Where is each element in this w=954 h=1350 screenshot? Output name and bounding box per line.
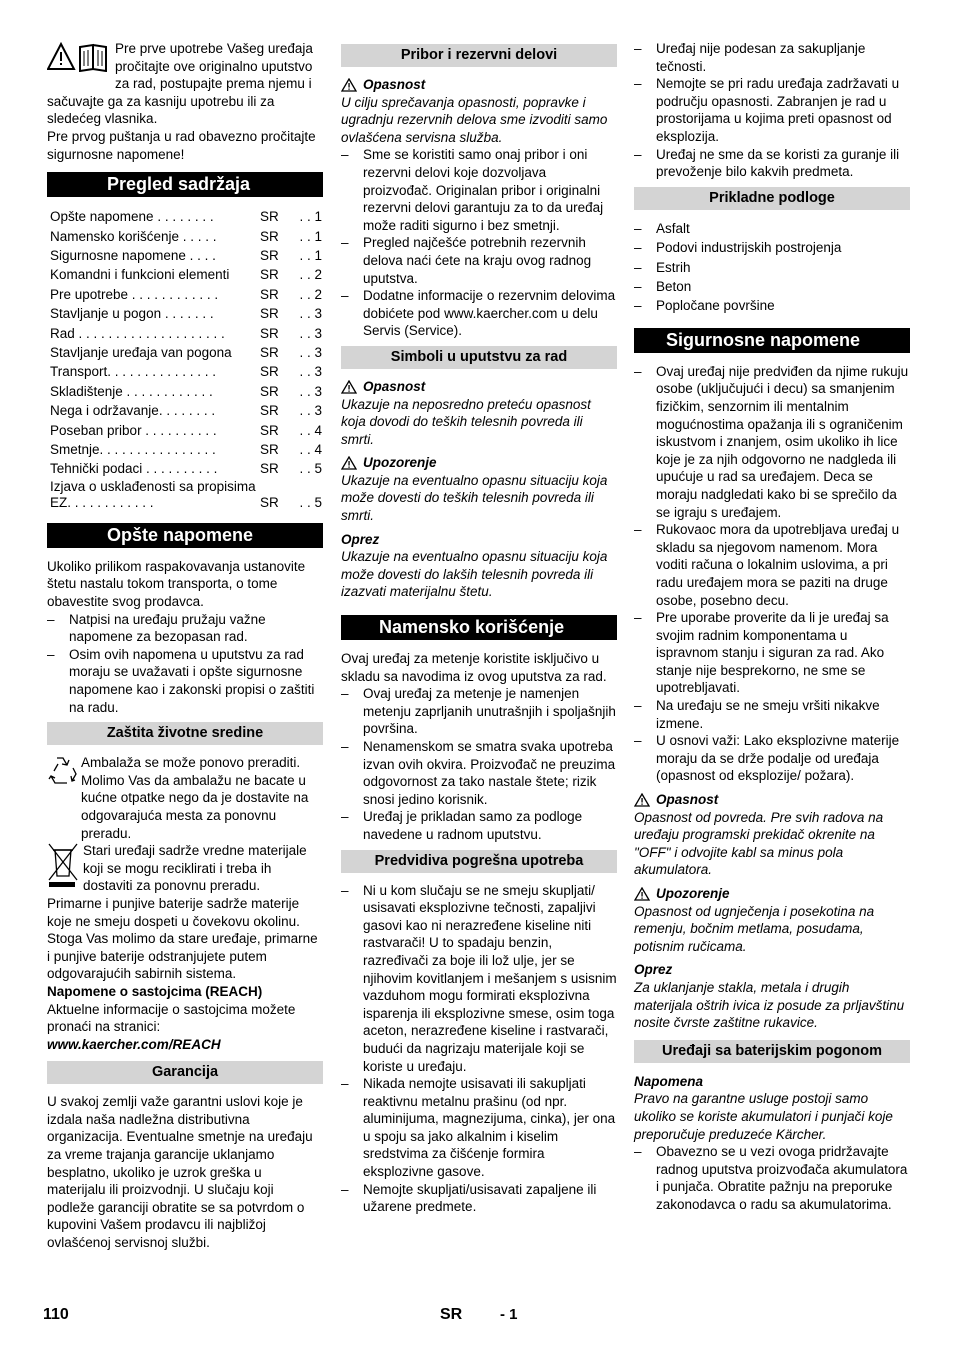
list-item: – Nemojte skupljati/usisavati zapaljene ili užarene predmete. [341, 1181, 617, 1216]
toc-page: . . 1 [299, 247, 322, 263]
toc-title: Opšte napomene . . . . . . . . [50, 209, 214, 225]
toc-title: Komandni i funkcioni elementi [50, 267, 230, 283]
danger-label-text: Opasnost [363, 77, 426, 92]
toc-title: Transport. . . . . . . . . . . . . . . [50, 364, 217, 380]
toc-title: Rad . . . . . . . . . . . . . . . . . . . . [50, 325, 225, 341]
toc-page: . . 2 [299, 286, 322, 302]
intended-use-heading: Namensko korišćenje [341, 615, 617, 640]
warning-label-text: Upozorenje [656, 886, 730, 901]
toc-language: SR [260, 306, 279, 322]
footer-section-number: - 1 [500, 1306, 518, 1323]
battery-devices-heading: Uređaji sa baterijskim pogonom [634, 1040, 910, 1063]
list-item: – Uređaj nije podesan za sakupljanje tečnosti. [634, 40, 910, 75]
toc-row[interactable] [50, 207, 323, 226]
warning-manual-icon [47, 42, 111, 76]
toc-row[interactable] [50, 459, 323, 478]
toc-language: SR [260, 267, 279, 283]
toc-row[interactable] [50, 401, 323, 420]
toc-language: SR [260, 345, 279, 360]
toc-row[interactable] [50, 382, 323, 401]
reach-link[interactable]: www.kaercher.com/REACH [47, 1036, 221, 1052]
toc-row[interactable] [50, 421, 323, 440]
intro-block [47, 40, 323, 163]
toc-row[interactable] [50, 324, 323, 343]
list-item: – Nenamenskom se smatra svaka upotreba izvan ovih okvira. Proizvođač ne preuzima odgovornost za tako nastale štete; rizik snosi jedino korisnik. [341, 738, 617, 808]
toc-language: SR [260, 383, 279, 399]
warning-label [341, 454, 617, 472]
toc-page: . . 3 [299, 403, 322, 419]
list-item: – Obavezno se u vezi ovoga pridržavajte radnog uputstva proizvođača akumulatora i punjača. Obratite pažnju na preporuke zakonodavca o radu sa akumulatorima. [634, 1143, 910, 1213]
page-number: 110 [43, 1306, 69, 1323]
column-2 [341, 44, 617, 1216]
intended-use-text: Ovaj uređaj za metenje koristite isključivo u skladu sa navodima iz ovog uputstva za rad. [341, 651, 607, 684]
surfaces-heading: Prikladne podloge [634, 187, 910, 210]
toc-language: SR [260, 325, 279, 341]
danger-description: Ukazuje na neposredno preteću opasnost koja dovodi do teških telesnih povreda ili smrti. [341, 396, 591, 447]
toc-row[interactable] [50, 479, 323, 511]
list-item: – Uređaj ne sme da se koristi za guranje ili prevoženje bilo kakvih predmeta. [634, 146, 910, 181]
toc-title: Pre upotrebe . . . . . . . . . . . . [50, 286, 219, 302]
caution-label: Oprez [341, 531, 380, 547]
crossed-bin-icon [47, 842, 83, 895]
general-heading: Opšte napomene [47, 523, 323, 548]
toc-title: Namensko korišćenje . . . . . [50, 228, 217, 244]
list-item: – Na uređaju se ne smeju vršiti nikakve izmene. [634, 697, 910, 732]
warning-triangle-icon [341, 380, 357, 394]
toc-page: . . 5 [299, 461, 322, 477]
reach-text: Aktuelne informacije o sastojcima možete pronaći na stranici: [47, 1001, 296, 1035]
packaging-text: Ambalaža se može ponovo preraditi. Molimo Vas da ambalažu ne bacate u kućne otpatke nego da je dostavite na odgovarajuća mesta za ponovnu preradu. [81, 755, 309, 841]
footer-language: SR [440, 1306, 463, 1323]
toc-page: . . 4 [299, 442, 322, 458]
toc-language: SR [260, 461, 279, 477]
reach-heading: Napomene o sastojcima (REACH) [47, 983, 263, 999]
accessories-heading: Pribor i rezervni delovi [341, 44, 617, 67]
list-item: – Popločane površine [634, 296, 910, 315]
toc-title: Sigurnosne napomene . . . . [50, 247, 216, 263]
list-item: – Nemojte se pri radu uređaja zadržavati u području opasnosti. Zabranjen je rad u prostorijama u kojima preti opasnost od eksplozija. [634, 75, 910, 145]
danger-text: Opasnost od povreda. Pre svih radova na uređaju programski prekidač okrenite na "OFF" i odvojite kabl sa minus pola akumulatora. [634, 809, 884, 878]
toc-language: SR [260, 286, 279, 302]
toc-language: SR [260, 247, 279, 263]
old-devices-block [47, 842, 323, 895]
toc-page: . . 2 [299, 267, 322, 283]
table-of-contents [50, 207, 323, 511]
toc-page: . . 3 [299, 345, 322, 360]
list-item: – Nikada nemojte usisavati ili sakupljati reaktivnu metalnu prašinu (od npr. aluminijuma, magnezijuma, cinka), jer ona u spoju sa jako alkalnim i kiselim sredstvima za čišćenje formira eksplozivne gasove. [341, 1075, 617, 1181]
toc-language: SR [260, 422, 279, 438]
toc-page: . . 3 [299, 383, 322, 399]
toc-page: . . 3 [299, 306, 322, 322]
toc-title: Nega i održavanje. . . . . . . . [50, 403, 216, 419]
toc-row[interactable] [50, 246, 323, 265]
warning-description: Ukazuje na eventualno opasnu situaciju koja može dovesti do teških telesnih povreda ili smrti. [341, 472, 608, 524]
toc-row[interactable] [50, 343, 323, 362]
warning-triangle-icon [634, 793, 650, 807]
warning-label [634, 885, 910, 903]
toc-title: Tehnički podaci . . . . . . . . . . [50, 461, 218, 477]
list-item: – Pre uporabe proverite da li je uređaj sa svojim radnim komponentama u ispravnom stanju i siguran za rad. Ako stanje nije besprekorno, ne sme se upotrebljavati. [634, 609, 910, 697]
toc-language: SR [260, 209, 279, 225]
recycle-icon [47, 754, 83, 842]
warning-triangle-icon [634, 887, 650, 901]
note-label: Napomena [634, 1073, 704, 1089]
danger-text: U cilju sprečavanja opasnosti, popravke i ugradnju rezervnih delova sme izvoditi samo ovlašćena servisna služba. [341, 94, 608, 145]
toc-language: SR [260, 494, 279, 510]
note-text: Pravo na garantne usluge postoji samo ukoliko se koriste akumulatori i punjači koje preporučuje preduzeće Kärcher. [634, 1091, 893, 1142]
packaging-block [47, 754, 323, 842]
toc-row[interactable] [50, 304, 323, 323]
toc-page: . . 1 [299, 209, 322, 225]
list-item: – Estrih [634, 258, 910, 277]
toc-row[interactable] [50, 285, 323, 304]
toc-title: Stavljanje uređaja van pogona [50, 345, 232, 360]
list-item: – Uređaj je prikladan samo za podloge navedene u radnom uputstvu. [341, 808, 617, 843]
list-item: – Sme se koristiti samo onaj pribor i oni rezervni delovi koje dozvoljava proizvođač. Originalan pribor i originalni rezervni delovi garantuju za to da uređaj može raditi sigurno i bez smetnji. [341, 146, 617, 234]
toc-page: . . 5 [299, 494, 322, 510]
toc-title: Smetnje. . . . . . . . . . . . . . . . [50, 442, 216, 458]
intro-text-2: Pre prvog puštanja u rad obavezno pročitajte sigurnosne napomene! [47, 128, 316, 162]
toc-row[interactable] [50, 362, 323, 381]
toc-title: Stavljanje u pogon . . . . . . . [50, 306, 214, 322]
symbols-heading: Simboli u uputstvu za rad [341, 346, 617, 369]
toc-row[interactable] [50, 227, 323, 246]
toc-language: SR [260, 364, 279, 380]
toc-language: SR [260, 442, 279, 458]
toc-page: . . 3 [299, 364, 322, 380]
warning-triangle-icon [341, 78, 357, 92]
list-item: – Rukovaoc mora da upotrebljava uređaj u skladu sa njegovom namenom. Mora voditi računa o lokalnim uslovima, a pri radu uređajem mora se paziti na druge osobe, posebno decu. [634, 521, 910, 609]
caution-text: Za uklanjanje stakla, metala i drugih materijala oštrih ivica iz posude za prljavštinu nosite čvrste zaštitne rukavice. [634, 979, 905, 1031]
battery-text: Primarne i punjive baterije sadrže materije koje ne smeju dospeti u čovekovu okolinu. Stoga Vas molimo da stare uređaje, primarne i punjive baterije odstranjujete putem odgovarajućih sabirnih sistema. [47, 895, 318, 982]
toc-page: . . 1 [299, 228, 322, 244]
list-item: – Dodatne informacije o rezervnim delovima dobićete pod www.kaercher.com u delu Servis (Service). [341, 287, 617, 340]
general-text: Ukoliko prilikom raspakovavanja ustanovite štetu nastalu tokom transporta, o tome obavestite svog prodavca. [47, 558, 306, 610]
warning-text: Opasnost od ugnječenja i posekotina na remenju, bočnim metlama, posudama, potisnim ručicama. [634, 903, 875, 954]
toc-row[interactable] [50, 440, 323, 459]
toc-page: . . 4 [299, 422, 322, 438]
old-devices-text: Stari uređaji sadrže vredne materijale koji se mogu reciklirati i treba ih dostaviti za ponovnu preradu. [83, 843, 307, 894]
column-3 [634, 40, 910, 1214]
warning-label-text: Upozorenje [363, 455, 437, 471]
list-item: – U osnovi važi: Lako eksplozivne materije moraju da se drže podalje od uređaja (opasnost od eksplozije/ požara). [634, 732, 910, 785]
list-item: – Pregled najčešće potrebnih rezervnih delova naći ćete na kraju ovog radnog uputstva. [341, 234, 617, 287]
danger-label-text: Opasnost [656, 792, 719, 808]
caution-description: Ukazuje na eventualno opasnu situaciju koja može dovesti do lakših telesnih povreda ili izazvati materijalnu štetu. [341, 549, 608, 600]
list-item: – Ovaj uređaj za metenje je namenjen metenju zaprljanih unutrašnjih i spoljašnjih površina. [341, 685, 617, 738]
toc-heading: Pregled sadržaja [47, 172, 323, 197]
list-item: – Beton [634, 277, 910, 296]
toc-title: Izjava o usklađenosti sa propisima EZ. . . . . . . . . . . . [50, 478, 256, 510]
warranty-text: U svakoj zemlji važe garantni uslovi koje je izdala naša nadležna distributivna organizacija. Eventualne smetnje na uređaju za vreme trajanja garancije uklanjamo besplatno, ukoliko je uzrok greška u materijalu ili proizvodnji. U slučaju koji podleže garanciji obratite se sa potvrdom o kupovini Vašem prodavcu ili najbližoj ovlašćenoj servisnoj službi. [47, 1094, 313, 1251]
list-item: – Natpisi na uređaju pružaju važne napomene za bezopasan rad. [47, 611, 323, 646]
safety-heading: Sigurnosne napomene [634, 328, 910, 353]
danger-label-text: Opasnost [363, 378, 426, 394]
list-item: – Ni u kom slučaju se ne smeju skupljati/ usisavati eksplozivne tečnosti, zapaljivi gasovi kao ni nerazređene kiseline niti rastvarači! U to spadaju benzin, razređivači za boje ili lož ulje, jer se njihovim kovitlanjem i mešanjem s usisnim vazduhom mogu formirati eksplozivna isparenja ili eksplozivne smese, osim toga aceton, nerazređene kiseline i rastvarači, budući da nagrizaju materijale koji se koriste u uređaju. [341, 882, 617, 1076]
list-item: – Osim ovih napomena u uputstvu za rad moraju se uvažavati i opšte sigurnosne napomene kao i zakonski propisi o zaštiti na radu. [47, 646, 323, 716]
danger-label [341, 76, 617, 94]
list-item: – Ovaj uređaj nije predviđen da njime rukuju osobe (uključujući i decu) sa smanjenim fizičkim, senzornim ili mentalnim mogućnostima opažanja ili s ograničenim iskustvom i znanjem, osim ukoliko ih lice koje je za njih odgovorno ne nadgleda ili upućuje u rad sa uređajem. Deca se moraju nadgledati kako bi se sprečilo da se igraju s uređajem. [634, 363, 910, 521]
danger-label [634, 791, 910, 809]
warranty-heading: Garancija [47, 1061, 323, 1084]
toc-title: Poseban pribor . . . . . . . . . . [50, 422, 217, 438]
warning-triangle-icon [341, 456, 357, 470]
column-1 [47, 40, 323, 1252]
caution-label: Oprez [634, 962, 673, 978]
toc-title: Skladištenje . . . . . . . . . . . . [50, 383, 213, 399]
list-item: – Asfalt [634, 219, 910, 238]
misuse-heading: Predvidiva pogrešna upotreba [341, 850, 617, 873]
toc-language: SR [260, 403, 279, 419]
toc-page: . . 3 [299, 325, 322, 341]
intro-text: Pre prve upotrebe Vašeg uređaja pročitajte ove originalno uputstvo za rad, postupajte prema njemu i sačuvajte ga za kasniju upotrebu ili za sledećeg vlasnika. [47, 41, 313, 127]
toc-row[interactable] [50, 265, 323, 284]
toc-language: SR [260, 228, 279, 244]
danger-label [341, 378, 617, 396]
environment-heading: Zaštita životne sredine [47, 722, 323, 745]
list-item: – Podovi industrijskih postrojenja [634, 238, 910, 257]
